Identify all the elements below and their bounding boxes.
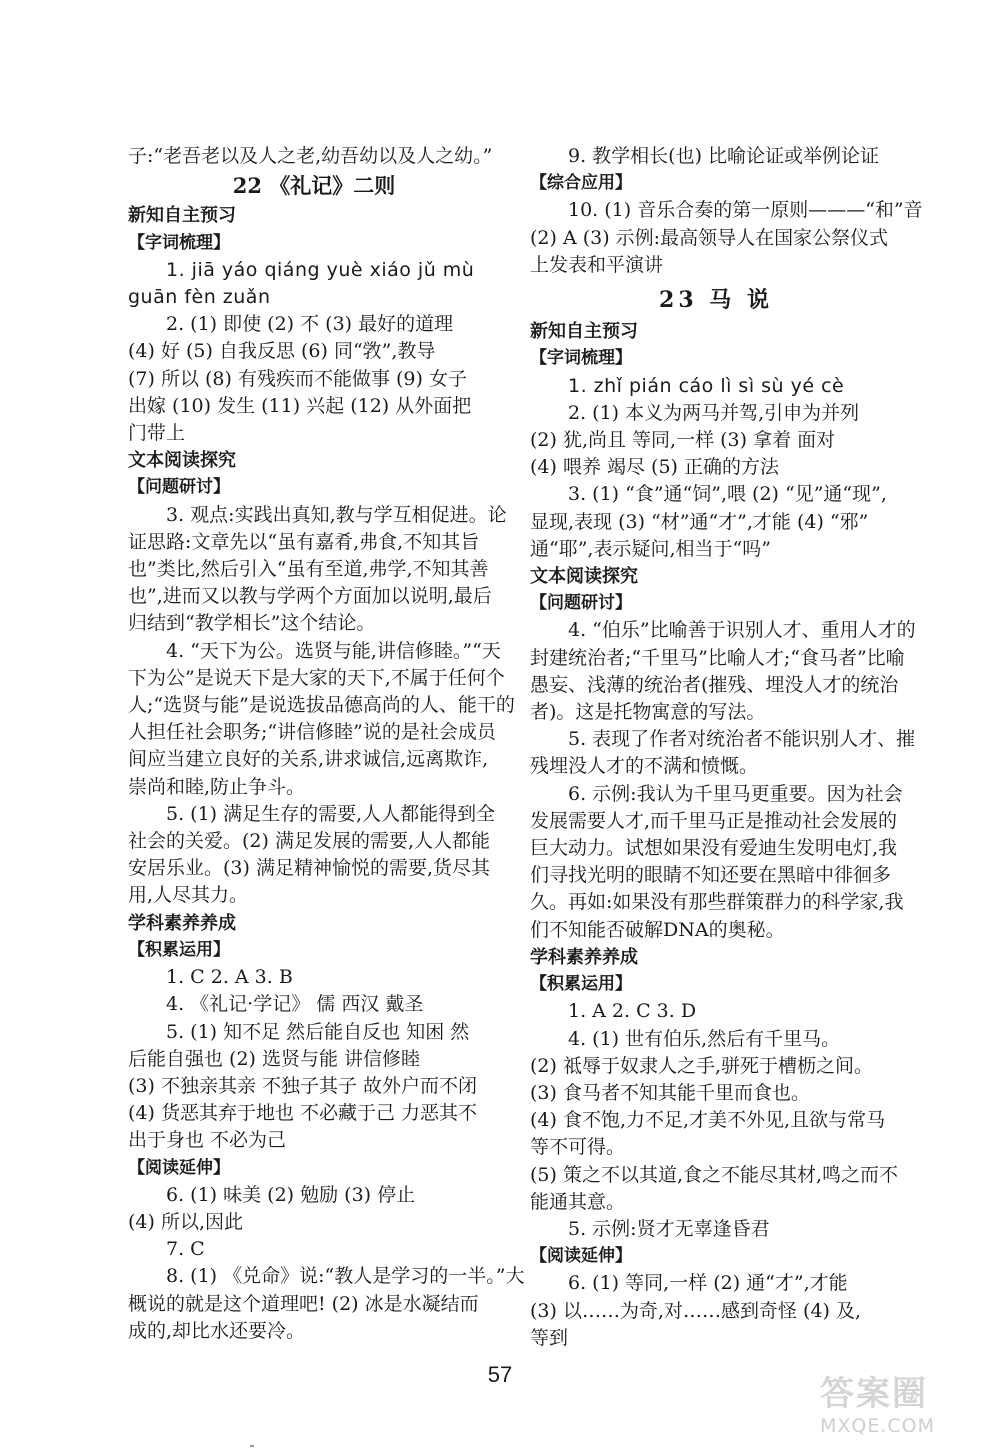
answer-line: 1. A 2. C 3. D [568, 1000, 697, 1023]
answer-line: 证思路:文章先以“虽有嘉肴,弗食,不知其旨 [128, 530, 480, 553]
answer-line: 人担任社会职务;“讲信修睦”说的是社会成员 [128, 721, 496, 744]
answer-line: 也”类比,然后引入“虽有至道,弗学,不知其善 [128, 558, 489, 581]
answer-line: (2) A (3) 示例:最高领导人在国家公祭仪式 [530, 226, 889, 249]
answer-line: (5) 策之不以其道,食之不能尽其材,鸣之而不 [530, 1163, 899, 1186]
answer-line: 5. 表现了作者对统治者不能识别人才、摧 [568, 728, 916, 751]
answer-line: (3) 以……为奇,对……感到奇怪 (4) 及, [530, 1299, 862, 1322]
answer-line: (4) 喂养 竭尽 (5) 正确的方法 [530, 456, 779, 479]
lesson-title-23: 23 马 说 [659, 287, 773, 314]
answer-line: 门带上 [128, 422, 186, 445]
answer-line: 人;“选贤与能”是说选拔品德高尚的人、能干的 [128, 694, 515, 717]
answer-line: 社会的关爱。(2) 满足发展的需要,人人都能 [128, 830, 490, 853]
tag-vocab: 【字词梳理】 [128, 232, 230, 253]
answer-line: 上发表和平演讲 [530, 253, 664, 276]
answer-line: 4. (1) 世有伯乐,然后有千里马。 [568, 1027, 841, 1050]
answer-line: 1. C 2. A 3. B [166, 966, 293, 989]
answer-line: 安居乐业。(3) 满足精神愉悦的需要,货尽其 [128, 857, 490, 880]
section-heading-reading: 文本阅读探究 [530, 566, 638, 588]
answer-line: 崇尚和睦,防止争斗。 [128, 775, 306, 798]
answer-line: 出嫁 (10) 发生 (11) 兴起 (12) 从外面把 [128, 394, 472, 417]
answer-line: 概说的就是这个道理吧! (2) 冰是水凝结而 [128, 1292, 479, 1315]
answer-line: 6. 示例:我认为千里马更重要。因为社会 [568, 782, 903, 805]
answer-line: (2) 祗辱于奴隶人之手,骈死于槽枥之间。 [530, 1054, 873, 1077]
lesson-title-22: 22 《礼记》二则 [232, 173, 396, 199]
answer-line: 封建统治者;“千里马”比喻人才;“食马者”比喻 [530, 646, 905, 669]
answer-line: 后能自强也 (2) 选贤与能 讲信修睦 [128, 1047, 421, 1070]
tag-question: 【问题研讨】 [128, 477, 230, 498]
answer-line: 成的,却比水还要冷。 [128, 1319, 306, 1342]
section-heading-reading: 文本阅读探究 [128, 450, 236, 472]
left-column [128, 143, 525, 1345]
watermark-logo-text: 答案圈 [820, 1374, 928, 1414]
section-heading-preview: 新知自主预习 [530, 321, 638, 343]
answer-line: 也”,进而又以教与学两个方面加以说明,最后 [128, 585, 492, 608]
answer-line: 5. 示例:贤才无辜逢昏君 [568, 1217, 770, 1240]
answer-line: 等到 [530, 1326, 569, 1349]
section-heading-preview: 新知自主预习 [128, 205, 236, 227]
answer-line: 3. 观点:实践出真知,教与学互相促进。论 [166, 503, 507, 526]
tag-extend: 【阅读延伸】 [128, 1157, 230, 1178]
answer-line: (4) 食不饱,力不足,才美不外见,且欲与常马 [530, 1109, 886, 1132]
tag-vocab: 【字词梳理】 [530, 348, 632, 369]
answer-line: 5. (1) 知不足 然后能自反也 知困 然 [166, 1020, 470, 1043]
answer-line: (4) 好 (5) 自我反思 (6) 同“敩”,教导 [128, 340, 436, 363]
answer-line: (3) 不独亲其亲 不独子其子 故外户而不闭 [128, 1074, 478, 1097]
answer-line: (4) 所以,因此 [128, 1210, 243, 1233]
answer-line: (7) 所以 (8) 有残疾而不能做事 (9) 女子 [128, 367, 467, 390]
answer-line: 9. 教学相长(也) 比喻论证或举例论证 [568, 145, 880, 167]
tag-question: 【问题研讨】 [530, 593, 632, 614]
answer-line: 发展需要人才,而千里马正是推动社会发展的 [530, 809, 898, 832]
answer-line: (3) 食马者不知其能千里而食也。 [530, 1081, 810, 1104]
pinyin-line: 1. zhǐ pián cáo lì sì sù yé cè [568, 374, 845, 397]
answer-line: 6. (1) 等同,一样 (2) 通“才”,才能 [568, 1272, 848, 1295]
answer-line: 10. (1) 音乐合奏的第一原则———“和”音 [568, 199, 923, 222]
tag-accumulate: 【积累运用】 [530, 974, 632, 995]
answer-line: 巨大动力。试想如果没有爱迪生发明电灯,我 [530, 837, 898, 860]
pinyin-line: 1. jiā yáo qiáng yuè xiáo jǔ mù [166, 258, 475, 281]
answer-line: 下为公”是说天下是大家的天下,不属于任何个 [128, 666, 505, 689]
watermark-logo [820, 1366, 990, 1438]
intro-line: 子:“老吾老以及人之老,幼吾幼以及人之幼。” [128, 145, 493, 167]
watermark-url: MXQE.COM [820, 1415, 936, 1437]
answer-line: 者)。这是托物寓意的写法。 [530, 701, 766, 724]
answer-line: 3. (1) “食”通“饲”,喂 (2) “见”通“现”, [568, 483, 887, 506]
answer-line: 7. C [166, 1238, 205, 1261]
answer-line: 们寻找光明的眼睛不知还要在黑暗中徘徊多 [530, 864, 892, 887]
answer-line: 2. (1) 即使 (2) 不 (3) 最好的道理 [166, 313, 454, 336]
section-heading-literacy: 学科素养养成 [530, 946, 638, 968]
section-heading-literacy: 学科素养养成 [128, 912, 236, 934]
answer-line: 6. (1) 味美 (2) 勉励 (3) 停止 [166, 1183, 416, 1206]
answer-line: 愚妄、浅薄的统治者(摧残、埋没人才的统治 [530, 673, 899, 696]
page-number: 57 [487, 1362, 513, 1387]
answer-line: 8. (1) 《兑命》说:“教人是学习的一半。”大 [166, 1265, 525, 1288]
right-column [530, 143, 923, 1352]
answer-line: 们不知能否破解DNA的奥秘。 [530, 918, 785, 941]
answer-line: 出于身也 不必为己 [128, 1129, 287, 1152]
tag-extend: 【阅读延伸】 [530, 1246, 632, 1267]
answer-line: (4) 货恶其弃于地也 不必藏于己 力恶其不 [128, 1102, 478, 1125]
tag-accumulate: 【积累运用】 [128, 939, 230, 960]
scan-speck [250, 1445, 254, 1447]
answer-line: 2. (1) 本义为两马并驾,引申为并列 [568, 401, 860, 424]
answer-line: 久。再如:如果没有那些群策群力的科学家,我 [530, 891, 904, 914]
answer-line: 等不可得。 [530, 1136, 626, 1159]
tag-comprehensive: 【综合应用】 [530, 173, 632, 194]
answer-line: (2) 犹,尚且 等同,一样 (3) 拿着 面对 [530, 429, 836, 452]
answer-line: 4. “伯乐”比喻善于识别人才、重用人才的 [568, 619, 916, 642]
answer-line: 5. (1) 满足生存的需要,人人都能得到全 [166, 802, 496, 825]
answer-line: 4. 《礼记·学记》 儒 西汉 戴圣 [166, 993, 424, 1016]
answer-line: 显现,表现 (3) “材”通“才”,才能 (4) “邪” [530, 510, 869, 533]
answer-line: 用,人尽其力。 [128, 884, 249, 907]
answer-line: 4. “天下为公。选贤与能,讲信修睦。”“天 [166, 639, 501, 662]
answer-line: 残埋没人才的不满和愤慨。 [530, 755, 759, 778]
answer-line: 能通其意。 [530, 1190, 626, 1213]
answer-line: 间应当建立良好的关系,讲求诚信,远离欺诈, [128, 748, 489, 771]
answer-line: 通“耶”,表示疑问,相当于“吗” [530, 537, 771, 560]
pinyin-line: guān fèn zuǎn [128, 286, 271, 309]
answer-line: 归结到“教学相长”这个结论。 [128, 612, 376, 635]
